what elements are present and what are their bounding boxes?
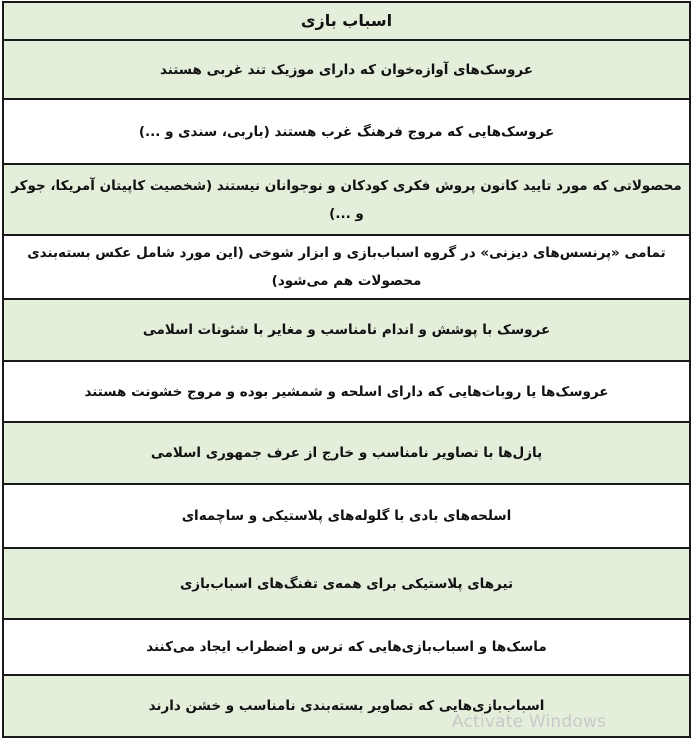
table-row	[3, 40, 690, 99]
table-cell: اسباب‌بازی‌هایی که تصاویر بسته‌بندی نامناسب و خشن دارند	[3, 675, 690, 737]
table-cell: پازل‌ها با تصاویر نامناسب و خارج از عرف جمهوری اسلامی	[3, 422, 690, 484]
table-cell: عروسک‌ها یا روبات‌هایی که دارای اسلحه و شمشیر بوده و مروج خشونت هستند	[3, 361, 690, 422]
table-cell: ماسک‌ها و اسباب‌بازی‌هایی که ترس و اضطراب ایجاد می‌کنند	[3, 619, 690, 675]
table-cell: عروسک با پوشش و اندام نامناسب و مغایر با شئونات اسلامی	[3, 299, 690, 361]
table-header-row	[3, 2, 690, 40]
table-cell: عروسک‌هایی که مروج فرهنگ غرب هستند (باربی، سندی و ...)	[3, 99, 690, 164]
table-cell: تمامی «پرنسس‌های دیزنی» در گروه اسباب‌بازی و ابزار شوخی (این مورد شامل عکس بسته‌بندی محصولات هم می‌شود)	[3, 235, 690, 299]
table-row	[3, 619, 690, 675]
table-row	[3, 484, 690, 548]
table-row	[3, 164, 690, 235]
table-header-cell: اسباب بازی	[3, 2, 690, 40]
table-row	[3, 361, 690, 422]
table-row	[3, 235, 690, 299]
table-row	[3, 548, 690, 619]
activate-windows-watermark: Activate Windows	[452, 712, 607, 732]
table-cell: اسلحه‌های بادی با گلوله‌های پلاستیکی و ساچمه‌ای	[3, 484, 690, 548]
table-cell: محصولاتی که مورد تایید کانون پروش فکری کودکان و نوجوانان نیستند (شخصیت کاپیتان آمریکا، جوکر و ...)	[3, 164, 690, 235]
toys-table	[2, 1, 691, 738]
table-row	[3, 99, 690, 164]
table-cell: عروسک‌های آوازه‌خوان که دارای موزیک تند غربی هستند	[3, 40, 690, 99]
table-row	[3, 299, 690, 361]
table-cell: تیرهای پلاستیکی برای همه‌ی تفنگ‌های اسباب‌بازی	[3, 548, 690, 619]
table-row	[3, 422, 690, 484]
